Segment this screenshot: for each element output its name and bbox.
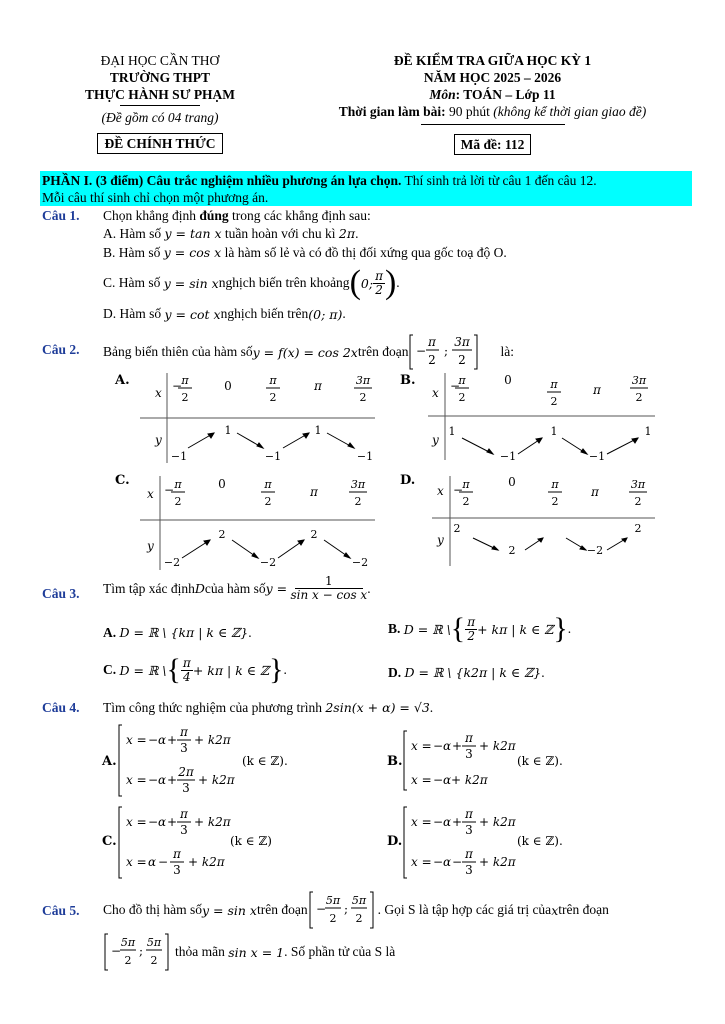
q1-stem-bold: đúng bbox=[199, 208, 229, 223]
q1-b-pre: B. Hàm số bbox=[103, 245, 164, 260]
q2-stem-mid: trên đoạn bbox=[357, 344, 409, 359]
exam-code: Mã đề: 112 bbox=[454, 134, 532, 155]
q3-func-frac bbox=[291, 575, 368, 602]
subject: : TOÁN – Lớp 11 bbox=[455, 87, 556, 102]
q2-stem-pre: Bảng biến thiên của hàm số bbox=[103, 344, 253, 359]
q2-a-pi2: π bbox=[269, 374, 277, 387]
q2-c-pi2: π bbox=[264, 478, 272, 491]
section-banner bbox=[40, 171, 692, 206]
q5-interval-2 bbox=[103, 932, 175, 972]
q4-stem-math: 2sin(x + α) = √3 bbox=[325, 700, 430, 715]
q1-c-pre: C. Hàm số bbox=[103, 275, 161, 290]
q2-option-c-label[interactable]: C. bbox=[115, 473, 130, 488]
q2-c-minus: − bbox=[164, 483, 175, 497]
page-count: (Đề gồm có 04 trang) bbox=[101, 110, 219, 125]
q2-b-v3: −1 bbox=[588, 450, 606, 463]
q2-int-two-b: 2 bbox=[458, 353, 467, 367]
svg-text:3: 3 bbox=[173, 863, 181, 877]
svg-text:5π: 5π bbox=[146, 936, 162, 949]
svg-text:5π: 5π bbox=[351, 894, 366, 907]
q2-b-two3: 2 bbox=[635, 391, 643, 404]
q4-d-r2-alpha: −α bbox=[433, 855, 452, 869]
q1-c-frac-den: 2 bbox=[375, 282, 383, 297]
svg-text:.: . bbox=[559, 834, 563, 848]
q1-d-math: y = cot x bbox=[164, 306, 221, 322]
q4-b-r1-plus: + bbox=[452, 739, 463, 753]
q1-a-math: y = tan x bbox=[164, 226, 222, 241]
q3-option-b[interactable]: B. D = ℝ \ { $\frac{\pi}{2}$ + kπ | k ∈ ℤ } . bbox=[388, 612, 572, 645]
svg-text:.: . bbox=[559, 754, 563, 768]
q2-option-b-label[interactable]: B. bbox=[400, 373, 416, 388]
q2-int-neg: − bbox=[416, 344, 427, 358]
q1-option-c[interactable]: C. Hàm số y = sin x nghịch biến trên khoảng ( 0 ; $\frac{\pi}{2}$ ) . bbox=[103, 264, 400, 301]
time-note: (không kể thời gian giao đề) bbox=[493, 104, 647, 119]
q4-b-r2-x: x = bbox=[411, 773, 432, 787]
q2-d-v3: 2 bbox=[634, 522, 642, 535]
svg-text:3: 3 bbox=[465, 863, 473, 877]
q4-c-r1-plus: + bbox=[167, 815, 178, 829]
q5-l1-mid: trên đoạn bbox=[256, 902, 308, 917]
q4-a-label: A. bbox=[102, 754, 117, 769]
q1-d-math2: (0; π) bbox=[308, 306, 343, 322]
q4-a-r2-x: x = bbox=[126, 773, 147, 787]
q2-stem-post: là: bbox=[500, 344, 514, 359]
q1-a-post: tuần hoàn với chu kì bbox=[221, 226, 339, 241]
q2-a-v0: −1 bbox=[170, 450, 188, 463]
q3-c-label: C. bbox=[103, 662, 117, 677]
q2-a-pi1: π bbox=[181, 374, 189, 387]
q2-c-two2: 2 bbox=[264, 495, 272, 508]
q2-d-two3: 2 bbox=[634, 495, 642, 508]
q5-interval-1 bbox=[308, 890, 378, 930]
q5-l1-end: trên đoạn bbox=[558, 902, 609, 917]
q2-a-v1: 1 bbox=[224, 424, 232, 437]
q5-i1-neg: − bbox=[315, 902, 326, 916]
q2-table-a bbox=[140, 373, 375, 463]
q4-a-r1-k: + k2π bbox=[194, 733, 231, 747]
q2-d-minus: − bbox=[453, 483, 464, 497]
q3-b-math-pre: D = ℝ \ bbox=[403, 621, 451, 637]
q4-d-label: D. bbox=[387, 834, 403, 849]
q1-c-frac bbox=[373, 270, 385, 297]
q2-d-two1: 2 bbox=[462, 495, 470, 508]
q4-d-r1-alpha: −α bbox=[433, 815, 452, 829]
q1-d-end: . bbox=[342, 306, 346, 321]
svg-text:;: ; bbox=[139, 944, 144, 958]
exam-title: ĐỀ KIỂM TRA GIỮA HỌC KỲ 1 bbox=[393, 53, 592, 68]
q1-stem bbox=[103, 208, 371, 224]
q2-a-v2: −1 bbox=[264, 450, 282, 463]
q4-option-b[interactable] bbox=[385, 728, 585, 794]
q2-b-pi2: π bbox=[550, 378, 558, 391]
q2-b-x: x bbox=[432, 386, 439, 400]
svg-text:2π: 2π bbox=[178, 765, 194, 779]
q4-a-r2-k: + k2π bbox=[198, 773, 235, 787]
q3-b-frac-num: π bbox=[467, 614, 476, 629]
q5-l1-math: y = sin x bbox=[202, 902, 257, 918]
q2-d-v0: 2 bbox=[453, 522, 461, 535]
q4-b-kset: (k ∈ ℤ) bbox=[517, 754, 559, 768]
q2-d-pi1: π bbox=[462, 478, 470, 491]
q4-a-r1-x: x = bbox=[126, 733, 147, 747]
q4-stem-pre: Tìm công thức nghiệm của phương trình bbox=[103, 700, 326, 715]
q4-a-r1-plus: + bbox=[167, 733, 178, 747]
q3-stem-pre: Tìm tập xác định bbox=[103, 580, 195, 596]
header-divider bbox=[120, 105, 200, 106]
q2-stem bbox=[103, 333, 514, 371]
svg-text:3: 3 bbox=[465, 823, 473, 837]
q1-c-frac-num: π bbox=[375, 268, 383, 283]
q3-func-num: 1 bbox=[295, 575, 363, 589]
q2-c-x: x bbox=[147, 487, 154, 501]
q2-table-b bbox=[428, 373, 655, 463]
official-badge: ĐỀ CHÍNH THỨC bbox=[97, 133, 222, 154]
q2-tables bbox=[110, 368, 710, 578]
q5-l1-post: . Gọi S là tập hợp các giá trị của bbox=[377, 902, 552, 917]
q3-b-frac-den: 2 bbox=[467, 628, 475, 643]
q2-stem-math: y = f(x) = cos 2x bbox=[252, 344, 358, 360]
q2-d-pi2: π bbox=[551, 478, 559, 491]
q4-c-r1-num: π bbox=[180, 807, 188, 821]
q2-c-v2: −2 bbox=[259, 556, 277, 569]
time-label: Thời gian làm bài: bbox=[338, 104, 446, 119]
q4-stem: Tìm công thức nghiệm của phương trình 2sin(x + α) = √3. bbox=[103, 700, 434, 715]
q4-a-r2-plus: + bbox=[167, 773, 178, 787]
q2-b-3pi: 3π bbox=[631, 374, 647, 387]
q2-table-c bbox=[140, 476, 375, 570]
q3-d-label: D. bbox=[388, 665, 402, 680]
header-right-divider bbox=[421, 124, 565, 125]
q5-line1 bbox=[103, 890, 609, 930]
q2-d-v2: −2 bbox=[586, 544, 604, 557]
q2-c-v4: −2 bbox=[351, 556, 369, 569]
q1-c-post: nghịch biến trên khoảng bbox=[218, 275, 350, 290]
q1-d-post: nghịch biến trên bbox=[220, 306, 309, 321]
q2-c-3pi: 3π bbox=[350, 478, 366, 491]
q5-i1-den1: 2 bbox=[329, 912, 337, 925]
q4-option-a[interactable] bbox=[100, 722, 300, 800]
q2-d-y: y bbox=[437, 533, 444, 547]
svg-text:3: 3 bbox=[180, 823, 188, 837]
q2-c-y: y bbox=[147, 539, 154, 553]
q3-c-frac: $\frac{\pi}{4}$ bbox=[182, 655, 191, 684]
q2-b-v4: 1 bbox=[644, 425, 652, 438]
q3-func-lhs: y = bbox=[265, 581, 288, 596]
q2-c-pi3: π bbox=[310, 485, 318, 499]
q4-c-r2-x: x = bbox=[126, 855, 147, 869]
q2-c-pi1: π bbox=[174, 478, 182, 491]
section-instruction-2: Mỗi câu thí sinh chỉ chọn một phương án. bbox=[42, 190, 269, 205]
q4-d-r2-k: + k2π bbox=[479, 855, 516, 869]
q2-d-3pi: 3π bbox=[630, 478, 646, 491]
q2-a-3pi: 3π bbox=[355, 374, 371, 387]
q2-int-pi: π bbox=[428, 335, 437, 349]
svg-text:3: 3 bbox=[182, 781, 190, 795]
q4-a-r1-alpha: −α bbox=[148, 733, 167, 747]
q2-b-minus: − bbox=[450, 379, 461, 393]
q4-b-r2-alpha: −α bbox=[433, 773, 452, 787]
q2-b-v1: −1 bbox=[499, 450, 517, 463]
svg-text:5π: 5π bbox=[325, 894, 340, 907]
q4-c-r2-num: π bbox=[173, 847, 181, 861]
q1-a-math2: 2π bbox=[338, 226, 356, 241]
q3-stem-mid: của hàm số bbox=[204, 580, 266, 596]
q3-stem: Tìm tập xác định D của hàm số y = $\frac{1}{\text{sin x − cos x}}$ . bbox=[103, 574, 371, 602]
q1-b-post: là hàm số lẻ và có đồ thị đối xứng qua gốc toạ độ O. bbox=[221, 245, 507, 260]
q1-c-math: y = sin x bbox=[163, 275, 219, 291]
q4-d-r1-num: π bbox=[465, 807, 473, 821]
q3-b-frac bbox=[465, 616, 477, 643]
q3-c-math-pre: D = ℝ \ bbox=[119, 662, 167, 678]
q4-c-r2-minus: − bbox=[158, 855, 169, 869]
q2-c-two3: 2 bbox=[354, 495, 362, 508]
svg-text:3: 3 bbox=[465, 747, 473, 761]
q4-c-r2-k: + k2π bbox=[188, 855, 225, 869]
q2-b-zero: 0 bbox=[504, 373, 512, 387]
q1-stem-post: trong các khẳng định sau: bbox=[228, 208, 371, 223]
q2-a-pi3: π bbox=[314, 379, 322, 393]
q4-d-r1-x: x = bbox=[411, 815, 432, 829]
q1-c-paren-open: ( bbox=[349, 264, 361, 301]
q3-a-label: A. bbox=[103, 625, 117, 640]
svg-text:3: 3 bbox=[180, 741, 188, 755]
q1-option-b[interactable] bbox=[103, 245, 507, 261]
q2-c-zero: 0 bbox=[218, 477, 226, 491]
q1-a-end: . bbox=[355, 226, 359, 241]
q4-option-d[interactable] bbox=[385, 804, 585, 882]
q4-label: Câu 4. bbox=[42, 700, 80, 715]
q3-option-d[interactable]: D. D = ℝ \ {k2π | k ∈ ℤ}. bbox=[388, 665, 545, 680]
q1-c-zero: 0 bbox=[360, 275, 369, 291]
q2-a-v4: −1 bbox=[356, 450, 374, 463]
header-left bbox=[55, 52, 265, 154]
q2-b-v0: 1 bbox=[448, 425, 456, 438]
q2-int-two: 2 bbox=[428, 353, 437, 367]
q3-func-den: sin x − cos x bbox=[290, 588, 368, 602]
q4-b-r1-k: + k2π bbox=[479, 739, 516, 753]
q4-c-label: C. bbox=[102, 834, 117, 849]
q2-int-3pi: 3π bbox=[454, 335, 471, 349]
q4-d-r1-plus: + bbox=[452, 815, 463, 829]
q2-b-two2: 2 bbox=[550, 395, 558, 408]
q4-c-r1-k: + k2π bbox=[194, 815, 231, 829]
q2-a-v3: 1 bbox=[314, 424, 322, 437]
q2-a-zero: 0 bbox=[224, 379, 232, 393]
section-instruction-1: Thí sinh trả lời từ câu 1 đến câu 12. bbox=[401, 173, 597, 188]
school-year: NĂM HỌC 2025 – 2026 bbox=[423, 70, 562, 85]
q4-d-kset: (k ∈ ℤ) bbox=[517, 834, 559, 848]
q1-stem-pre: Chọn khẳng định bbox=[103, 208, 200, 223]
q4-b-label: B. bbox=[387, 754, 403, 769]
q2-table-d bbox=[432, 475, 655, 566]
header-right bbox=[300, 52, 685, 155]
q2-b-y: y bbox=[432, 433, 439, 447]
q5-i2-den2: 2 bbox=[150, 954, 158, 967]
q2-c-v0: −2 bbox=[163, 556, 181, 569]
q2-b-pi1: π bbox=[458, 374, 466, 387]
q4-d-r2-minus: − bbox=[452, 855, 463, 869]
q1-a-pre: A. Hàm số bbox=[103, 226, 165, 241]
section-title: PHẦN I. (3 điểm) Câu trắc nghiệm nhiều phương án lựa chọn. bbox=[42, 173, 402, 188]
q2-a-two2: 2 bbox=[269, 391, 277, 404]
subject-label: Môn bbox=[429, 87, 456, 102]
svg-text:.: . bbox=[284, 754, 288, 768]
q3-c-frac-num: π bbox=[182, 655, 191, 670]
q2-b-two1: 2 bbox=[458, 391, 466, 404]
q5-label: Câu 5. bbox=[42, 903, 80, 918]
q5-l2-mid: thỏa mãn bbox=[175, 944, 225, 959]
q2-c-two1: 2 bbox=[174, 495, 182, 508]
q4-c-r2-alpha: α bbox=[148, 855, 157, 869]
q2-d-zero: 0 bbox=[508, 475, 516, 489]
school-name-2: THỰC HÀNH SƯ PHẠM bbox=[84, 87, 236, 102]
university-name: ĐẠI HỌC CẦN THƠ bbox=[100, 53, 220, 68]
q3-option-c[interactable]: C. D = ℝ \ { $\frac{\pi}{4}$ + kπ | k ∈ ℤ } . bbox=[103, 653, 287, 686]
q5-l2-math: sin x = 1 bbox=[228, 944, 285, 960]
q4-b-r1-alpha: −α bbox=[433, 739, 452, 753]
q5-i2-den1: 2 bbox=[124, 954, 132, 967]
q2-d-x: x bbox=[437, 484, 444, 498]
q1-b-math: y = cos x bbox=[163, 245, 222, 260]
q5-l2-post: . Số phần tử của S là bbox=[284, 944, 396, 959]
q2-a-x: x bbox=[155, 386, 162, 400]
q5-i2-neg: − bbox=[111, 944, 122, 958]
q5-l1-pre: Cho đồ thị hàm số bbox=[103, 902, 203, 917]
q2-int-sep: ; bbox=[444, 344, 449, 358]
q4-d-r1-k: + k2π bbox=[479, 815, 516, 829]
q2-interval bbox=[408, 333, 500, 371]
q3-b-math-post: + kπ | k ∈ ℤ bbox=[477, 621, 554, 637]
q3-c-math-post: + kπ | k ∈ ℤ bbox=[192, 662, 270, 678]
q2-option-d-label[interactable]: D. bbox=[400, 473, 416, 488]
q4-option-c[interactable] bbox=[100, 804, 300, 882]
q4-b-r1-num: π bbox=[465, 731, 473, 745]
q2-a-two1: 2 bbox=[181, 391, 189, 404]
q2-b-pi3: π bbox=[593, 383, 601, 397]
q3-label: Câu 3. bbox=[42, 586, 80, 601]
q2-c-v3: 2 bbox=[310, 528, 318, 541]
q4-b-r1-x: x = bbox=[411, 739, 432, 753]
q3-b-label: B. bbox=[388, 621, 401, 636]
q2-option-a-label[interactable]: A. bbox=[115, 373, 130, 388]
svg-text:;: ; bbox=[343, 902, 348, 916]
q4-c-r1-x: x = bbox=[126, 815, 147, 829]
svg-text:5π: 5π bbox=[120, 936, 136, 949]
q3-option-a[interactable]: A. D = ℝ \ {kπ | k ∈ ℤ}. bbox=[103, 625, 252, 640]
q2-d-v1: 2 bbox=[508, 544, 516, 557]
q5-line2 bbox=[103, 932, 395, 972]
time-value: 90 phút bbox=[445, 104, 494, 119]
q1-option-a[interactable] bbox=[103, 226, 358, 242]
q4-d-r2-x: x = bbox=[411, 855, 432, 869]
q1-d-pre: D. Hàm số bbox=[103, 306, 162, 321]
q5-i1-den2: 2 bbox=[355, 912, 363, 925]
q1-label: Câu 1. bbox=[42, 208, 80, 223]
q2-a-y: y bbox=[155, 433, 162, 447]
q4-a-r2-alpha: −α bbox=[148, 773, 167, 787]
q2-label: Câu 2. bbox=[42, 342, 80, 357]
q4-c-kset: (k ∈ ℤ) bbox=[230, 834, 272, 848]
q3-a-math: D = ℝ \ {kπ | k ∈ ℤ} bbox=[119, 625, 249, 640]
q2-d-pi3: π bbox=[591, 485, 599, 499]
q2-c-v1: 2 bbox=[218, 528, 226, 541]
q4-a-r1-num: π bbox=[180, 725, 188, 739]
q3-d-math: D = ℝ \ {k2π | k ∈ ℤ} bbox=[404, 665, 542, 680]
q4-b-r2-k: + k2π bbox=[451, 773, 488, 787]
q4-a-kset: (k ∈ ℤ) bbox=[242, 754, 284, 768]
q4-c-r1-alpha: −α bbox=[148, 815, 167, 829]
q3-stem-d: D bbox=[194, 581, 205, 596]
q1-c-paren-close: ) bbox=[384, 264, 397, 301]
q2-b-v2: 1 bbox=[550, 425, 558, 438]
school-name: TRƯỜNG THPT bbox=[109, 70, 211, 85]
q5-l1-x: x bbox=[551, 902, 559, 918]
q2-d-two2: 2 bbox=[551, 495, 559, 508]
q2-a-minus: − bbox=[172, 379, 183, 393]
q2-a-two3: 2 bbox=[359, 391, 367, 404]
q4-d-r2-num: π bbox=[465, 847, 473, 861]
q1-option-d[interactable] bbox=[103, 306, 346, 322]
